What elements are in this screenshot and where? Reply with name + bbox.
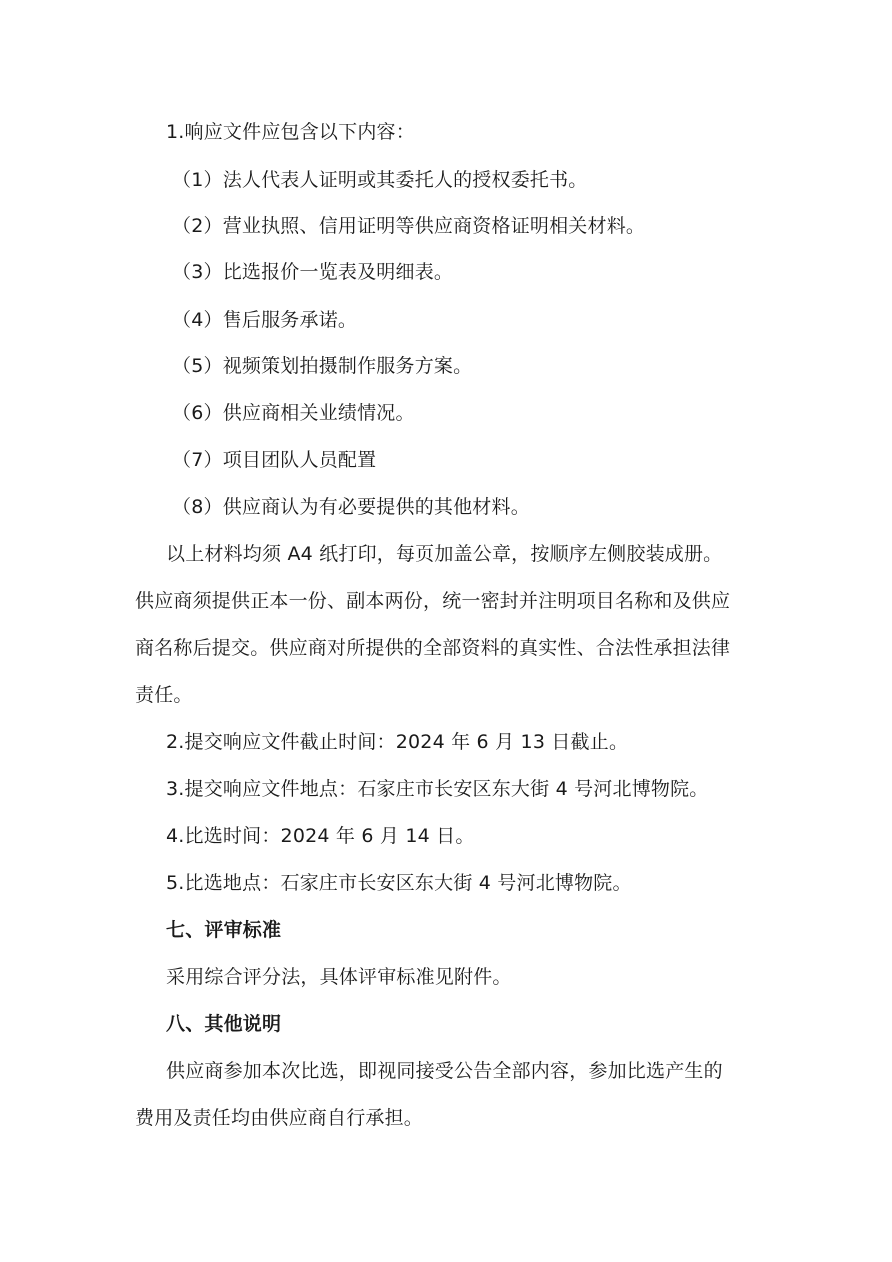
list-item: （5）视频策划拍摄制作服务方案。 xyxy=(172,355,473,377)
section8-text-line: 供应商参加本次比选，即视同接受公告全部内容，参加比选产生的 xyxy=(166,1060,723,1082)
submit-location-text: 3.提交响应文件地点：石家庄市长安区东大街 4 号河北博物院。 xyxy=(166,778,709,800)
requirements-paragraph-line: 以上材料均须 A4 纸打印，每页加盖公章，按顺序左侧胶装成册。 xyxy=(166,543,723,565)
list-item: （2）营业执照、信用证明等供应商资格证明相关材料。 xyxy=(172,215,646,237)
list-item: （6）供应商相关业绩情况。 xyxy=(172,402,415,424)
requirements-paragraph-line: 责任。 xyxy=(135,684,193,706)
section8-text-line: 费用及责任均由供应商自行承担。 xyxy=(135,1107,424,1129)
selection-location-text: 5.比选地点：石家庄市长安区东大街 4 号河北博物院。 xyxy=(166,872,632,894)
list-item: （3）比选报价一览表及明细表。 xyxy=(172,261,454,283)
list-item: （7）项目团队人员配置 xyxy=(172,449,377,471)
requirements-paragraph-line: 供应商须提供正本一份、副本两份，统一密封并注明项目名称和及供应 xyxy=(135,590,731,612)
selection-time-text: 4.比选时间：2024 年 6 月 14 日。 xyxy=(166,825,475,847)
section7-heading: 七、评审标准 xyxy=(166,919,282,941)
section8-heading: 八、其他说明 xyxy=(166,1013,282,1035)
requirements-paragraph-line: 商名称后提交。供应商对所提供的全部资料的真实性、合法性承担法律 xyxy=(135,637,731,659)
section7-text: 采用综合评分法，具体评审标准见附件。 xyxy=(166,966,512,988)
list-item: （4）售后服务承诺。 xyxy=(172,309,358,331)
list-item: （8）供应商认为有必要提供的其他材料。 xyxy=(172,496,530,518)
section1-intro: 1.响应文件应包含以下内容： xyxy=(166,121,415,143)
deadline-text: 2.提交响应文件截止时间：2024 年 6 月 13 日截止。 xyxy=(166,731,629,753)
list-item: （1）法人代表人证明或其委托人的授权委托书。 xyxy=(172,169,588,191)
